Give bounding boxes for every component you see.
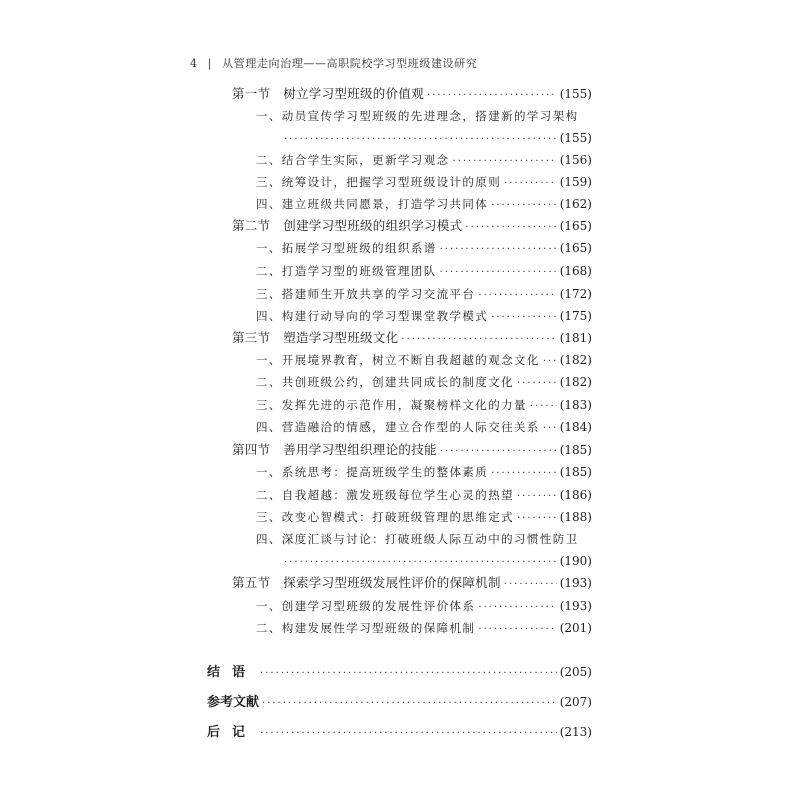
toc-item[interactable] [256, 307, 592, 325]
toc-item-title: 三、统筹设计，把握学习型班级设计的原则 [256, 175, 502, 189]
toc-back-matter-title: 后记 [207, 725, 258, 740]
toc-item[interactable] [256, 285, 592, 303]
toc-item-title: 二、打造学习型的班级管理团队 [256, 264, 437, 278]
dot-leader [260, 665, 557, 683]
dot-leader [440, 443, 557, 461]
toc-item[interactable] [256, 530, 592, 548]
toc-item-title: 四、构建行动导向的学习型课堂教学模式 [256, 309, 489, 323]
toc-section-heading[interactable] [232, 574, 592, 592]
toc-item-title: 四、建立班级共同愿景，打造学习共同体 [256, 197, 489, 211]
toc-page-number: (190) [559, 554, 592, 568]
dot-leader [427, 87, 557, 105]
toc-section-heading[interactable] [232, 217, 592, 235]
toc-item[interactable] [256, 486, 592, 504]
dot-leader [440, 241, 557, 259]
dot-leader [284, 554, 557, 572]
toc-item[interactable] [256, 173, 592, 191]
toc-item-title: 二、构建发展性学习型班级的保障机制 [256, 621, 476, 635]
toc-item[interactable] [256, 619, 592, 637]
toc-page-number: (182) [559, 353, 592, 367]
toc-item-title: 一、系统思考：提高班级学生的整体素质 [256, 465, 489, 479]
toc-page-number: (193) [559, 599, 592, 613]
toc-section-heading[interactable] [232, 329, 592, 347]
toc-item[interactable] [256, 597, 592, 615]
toc-page-number: (172) [559, 287, 592, 301]
header-book-title: 从管理走向治理——高职院校学习型班级建设研究 [222, 57, 478, 70]
toc-item[interactable] [256, 508, 592, 526]
toc-item[interactable] [256, 373, 592, 391]
toc-section-title: 第四节 善用学习型组织理论的技能 [232, 442, 437, 457]
toc-page-number: (168) [559, 264, 592, 278]
toc-item-title: 一、开展境界教育，树立不断自我超越的观念文化 [256, 353, 540, 367]
toc-page-number: (155) [559, 87, 592, 101]
toc-page-number: (184) [559, 420, 592, 434]
toc-back-matter-entry[interactable] [207, 723, 592, 741]
toc-item[interactable] [256, 195, 592, 213]
toc-item[interactable] [256, 151, 592, 169]
dot-leader [543, 353, 557, 371]
dot-leader [262, 695, 557, 713]
dot-leader [517, 375, 557, 393]
dot-leader [401, 331, 556, 349]
toc-page-number: (165) [559, 241, 592, 255]
toc-section-title: 第二节 创建学习型班级的组织学习模式 [232, 218, 463, 233]
toc-item-title: 二、结合学生实际，更新学习观念 [256, 153, 450, 167]
toc-page-number: (201) [559, 621, 592, 635]
toc-section-title: 第三节 塑造学习型班级文化 [232, 330, 399, 345]
toc-item-title: 三、发挥先进的示范作用，凝聚榜样文化的力量 [256, 398, 527, 412]
toc-item-title: 三、改变心智模式：打破班级管理的思维定式 [256, 510, 514, 524]
header-separator: | [207, 57, 213, 70]
toc-section-title: 第五节 探索学习型班级发展性评价的保障机制 [232, 575, 501, 590]
header-page-number: 4 [190, 57, 198, 70]
toc-item-title: 四、营造融洽的情感，建立合作型的人际交往关系 [256, 420, 540, 434]
toc-page-number: (207) [559, 695, 592, 709]
toc-item-title: 一、拓展学习型班级的组织系谱 [256, 241, 437, 255]
toc-page-number: (185) [559, 443, 592, 457]
dot-leader [530, 398, 557, 416]
dot-leader [504, 576, 557, 594]
toc-page-number: (155) [559, 131, 592, 145]
toc-item[interactable] [256, 262, 592, 280]
toc-item-continuation[interactable] [284, 129, 592, 147]
toc-item[interactable] [256, 107, 592, 125]
dot-leader [453, 153, 557, 171]
toc-back-matter-title: 结语 [207, 665, 258, 680]
dot-leader [284, 131, 557, 149]
toc-item[interactable] [256, 239, 592, 257]
toc-page-number: (181) [559, 331, 592, 345]
dot-leader [504, 175, 557, 193]
toc-section-heading[interactable] [232, 85, 592, 103]
toc-item-title: 三、搭建师生开放共享的学习交流平台 [256, 287, 476, 301]
toc-page-number: (213) [559, 725, 592, 739]
toc-page-number: (185) [559, 465, 592, 479]
toc-item-title: 一、动员宣传学习型班级的先进理念，搭建新的学习架构 [256, 109, 579, 123]
dot-leader [440, 264, 557, 282]
toc-section-heading[interactable] [232, 441, 592, 459]
dot-leader [478, 287, 556, 305]
toc-section-title: 第一节 树立学习型班级的价值观 [232, 86, 425, 101]
dot-leader [517, 510, 557, 528]
toc-page-number: (175) [559, 309, 592, 323]
toc-item-continuation[interactable] [284, 552, 592, 570]
toc-item[interactable] [256, 418, 592, 436]
toc-page-number: (156) [559, 153, 592, 167]
dot-leader [491, 197, 557, 215]
toc-item[interactable] [256, 396, 592, 414]
toc-page-number: (162) [559, 197, 592, 211]
dot-leader [491, 465, 557, 483]
dot-leader [543, 420, 557, 438]
dot-leader [478, 621, 556, 639]
toc-page-number: (193) [559, 576, 592, 590]
toc-back-matter-entry[interactable] [207, 693, 592, 711]
dot-leader [478, 599, 556, 617]
dot-leader [465, 219, 556, 237]
toc-item-title: 二、共创班级公约，创建共同成长的制度文化 [256, 375, 514, 389]
dot-leader [491, 309, 557, 327]
toc-page-number: (183) [559, 398, 592, 412]
toc-page-number: (159) [559, 175, 592, 189]
toc-item-title: 二、自我超越：激发班级每位学生心灵的热望 [256, 488, 514, 502]
toc-back-matter-entry[interactable] [207, 663, 592, 681]
toc-page-number: (186) [559, 488, 592, 502]
dot-leader [517, 488, 557, 506]
toc-page-number: (182) [559, 375, 592, 389]
toc-item[interactable] [256, 351, 592, 369]
toc-item-title: 四、深度汇谈与讨论：打破班级人际互动中的习惯性防卫 [256, 532, 579, 546]
toc-page-number: (188) [559, 510, 592, 524]
toc-item-title: 一、创建学习型班级的发展性评价体系 [256, 599, 476, 613]
toc-back-matter-title: 参考文献 [207, 695, 260, 710]
toc-item[interactable] [256, 463, 592, 481]
dot-leader [260, 725, 557, 743]
toc-page-number: (205) [559, 665, 592, 679]
toc-page-number: (165) [559, 219, 592, 233]
